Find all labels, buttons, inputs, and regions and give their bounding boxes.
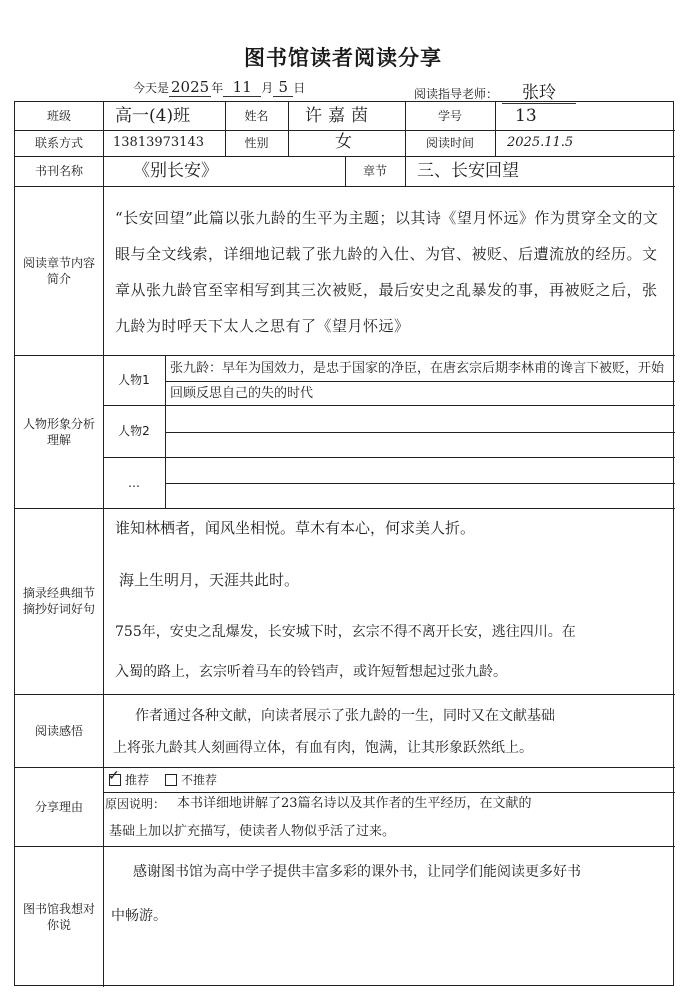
date-prefix: 今天是	[133, 81, 170, 95]
name-label: 姓名	[244, 109, 269, 123]
reason-line-1[interactable]: 本书详细地讲解了23篇名诗以及其作者的生平经历，在文献的	[177, 796, 532, 811]
excerpt-line-1[interactable]: 谁知林栖者，闻风坐相悦。草木有本心，何求美人折。	[115, 519, 476, 537]
reason-line-2[interactable]: 基础上加以扩充描写，使读者人物似乎活了过来。	[109, 824, 396, 839]
teacher-name: 张玲	[502, 78, 576, 104]
more-characters-label: …	[128, 475, 140, 490]
read-time-value[interactable]: 2025.11.5	[507, 135, 574, 150]
share-label: 分享理由	[34, 799, 83, 814]
contact-value[interactable]: 13813973143	[113, 135, 204, 150]
recommend-checkbox[interactable]	[108, 767, 121, 786]
gender-value[interactable]: 女	[335, 132, 352, 152]
feeling-line-2[interactable]: 上将张九龄其人刻画得立体，有血有肉，饱满，让其形象跃然纸上。	[113, 740, 533, 756]
excerpt-line-3[interactable]: 755年，安史之乱爆发，长安城下时，玄宗不得不离开长安，逃往四川。在	[115, 624, 576, 640]
date-month: 11	[223, 78, 261, 97]
library-line-2[interactable]: 中畅游。	[111, 908, 167, 924]
contact-label: 联系方式	[34, 136, 83, 150]
date-day: 5	[273, 78, 293, 97]
check-mark-icon: ✓	[108, 767, 120, 784]
read-time-label: 阅读时间	[425, 136, 474, 150]
name-value[interactable]: 许嘉茵	[305, 106, 374, 126]
library-label: 图书馆我想对你说	[22, 901, 95, 932]
recommend-option[interactable]	[108, 767, 218, 788]
excerpt-line-2[interactable]: 海上生明月，天涯共此时。	[119, 571, 300, 589]
character1-label: 人物1	[118, 373, 150, 387]
month-unit: 月	[261, 81, 274, 95]
class-label: 班级	[46, 109, 71, 123]
chapter-label: 章节	[362, 164, 387, 178]
recommend-label: 推荐	[125, 773, 150, 787]
teacher-label: 阅读指导老师：	[414, 87, 499, 101]
excerpt-line-4[interactable]: 入蜀的路上，玄宗听着马车的铃铛声，或许短暂想起过张九龄。	[115, 664, 507, 680]
date-line	[133, 78, 305, 97]
feeling-label: 阅读感悟	[34, 723, 83, 738]
book-label: 书刊名称	[34, 164, 83, 178]
not-recommend-checkbox[interactable]	[165, 774, 177, 786]
form-title: 图书馆读者阅读分享	[244, 46, 442, 70]
library-line-1[interactable]: 感谢图书馆为高中学子提供丰富多彩的课外书，让同学们能阅读更多好书	[133, 864, 581, 880]
year-unit: 年	[211, 81, 224, 95]
character1-text[interactable]: 张九龄：早年为国效力，是忠于国家的净臣，在唐玄宗后期李林甫的谗言下被贬，开始回顾反思自己的失的时代	[170, 361, 665, 401]
class-value[interactable]: 高一(4)班	[115, 106, 191, 126]
form-table	[14, 101, 674, 986]
gender-label: 性别	[244, 136, 269, 150]
feeling-line-1[interactable]: 作者通过各种文献，向读者展示了张九龄的一生，同时又在文献基础	[135, 708, 555, 724]
reason-label: 原因说明：	[105, 797, 166, 811]
date-year: 2025	[171, 78, 210, 96]
chapter-value[interactable]: 三、长安回望	[417, 161, 519, 181]
day-unit: 日	[293, 81, 306, 95]
characters-label: 人物形象分析理解	[22, 416, 95, 447]
student-id-value[interactable]: 13	[515, 106, 537, 126]
student-id-label: 学号	[437, 109, 462, 123]
character2-label: 人物2	[118, 424, 150, 438]
summary-text[interactable]: “长安回望”此篇以张九龄的生平为主题；以其诗《望月怀远》作为贯穿全文的文眼与全文线索，详细地记载了张九龄的入仕、为官、被贬、后遭流放的经历。文章从张九龄官至宰相写到其三次被贬，最后安史之乱暴发的事，再被贬之后，张九龄为时呼天下太人之思有了《望月怀远》	[115, 209, 659, 335]
book-value[interactable]: 《别长安》	[133, 161, 218, 181]
summary-label: 阅读章节内容简介	[22, 255, 95, 286]
not-recommend-label: 不推荐	[181, 773, 218, 787]
excerpts-label: 摘录经典细节摘抄好词好句	[22, 586, 95, 616]
